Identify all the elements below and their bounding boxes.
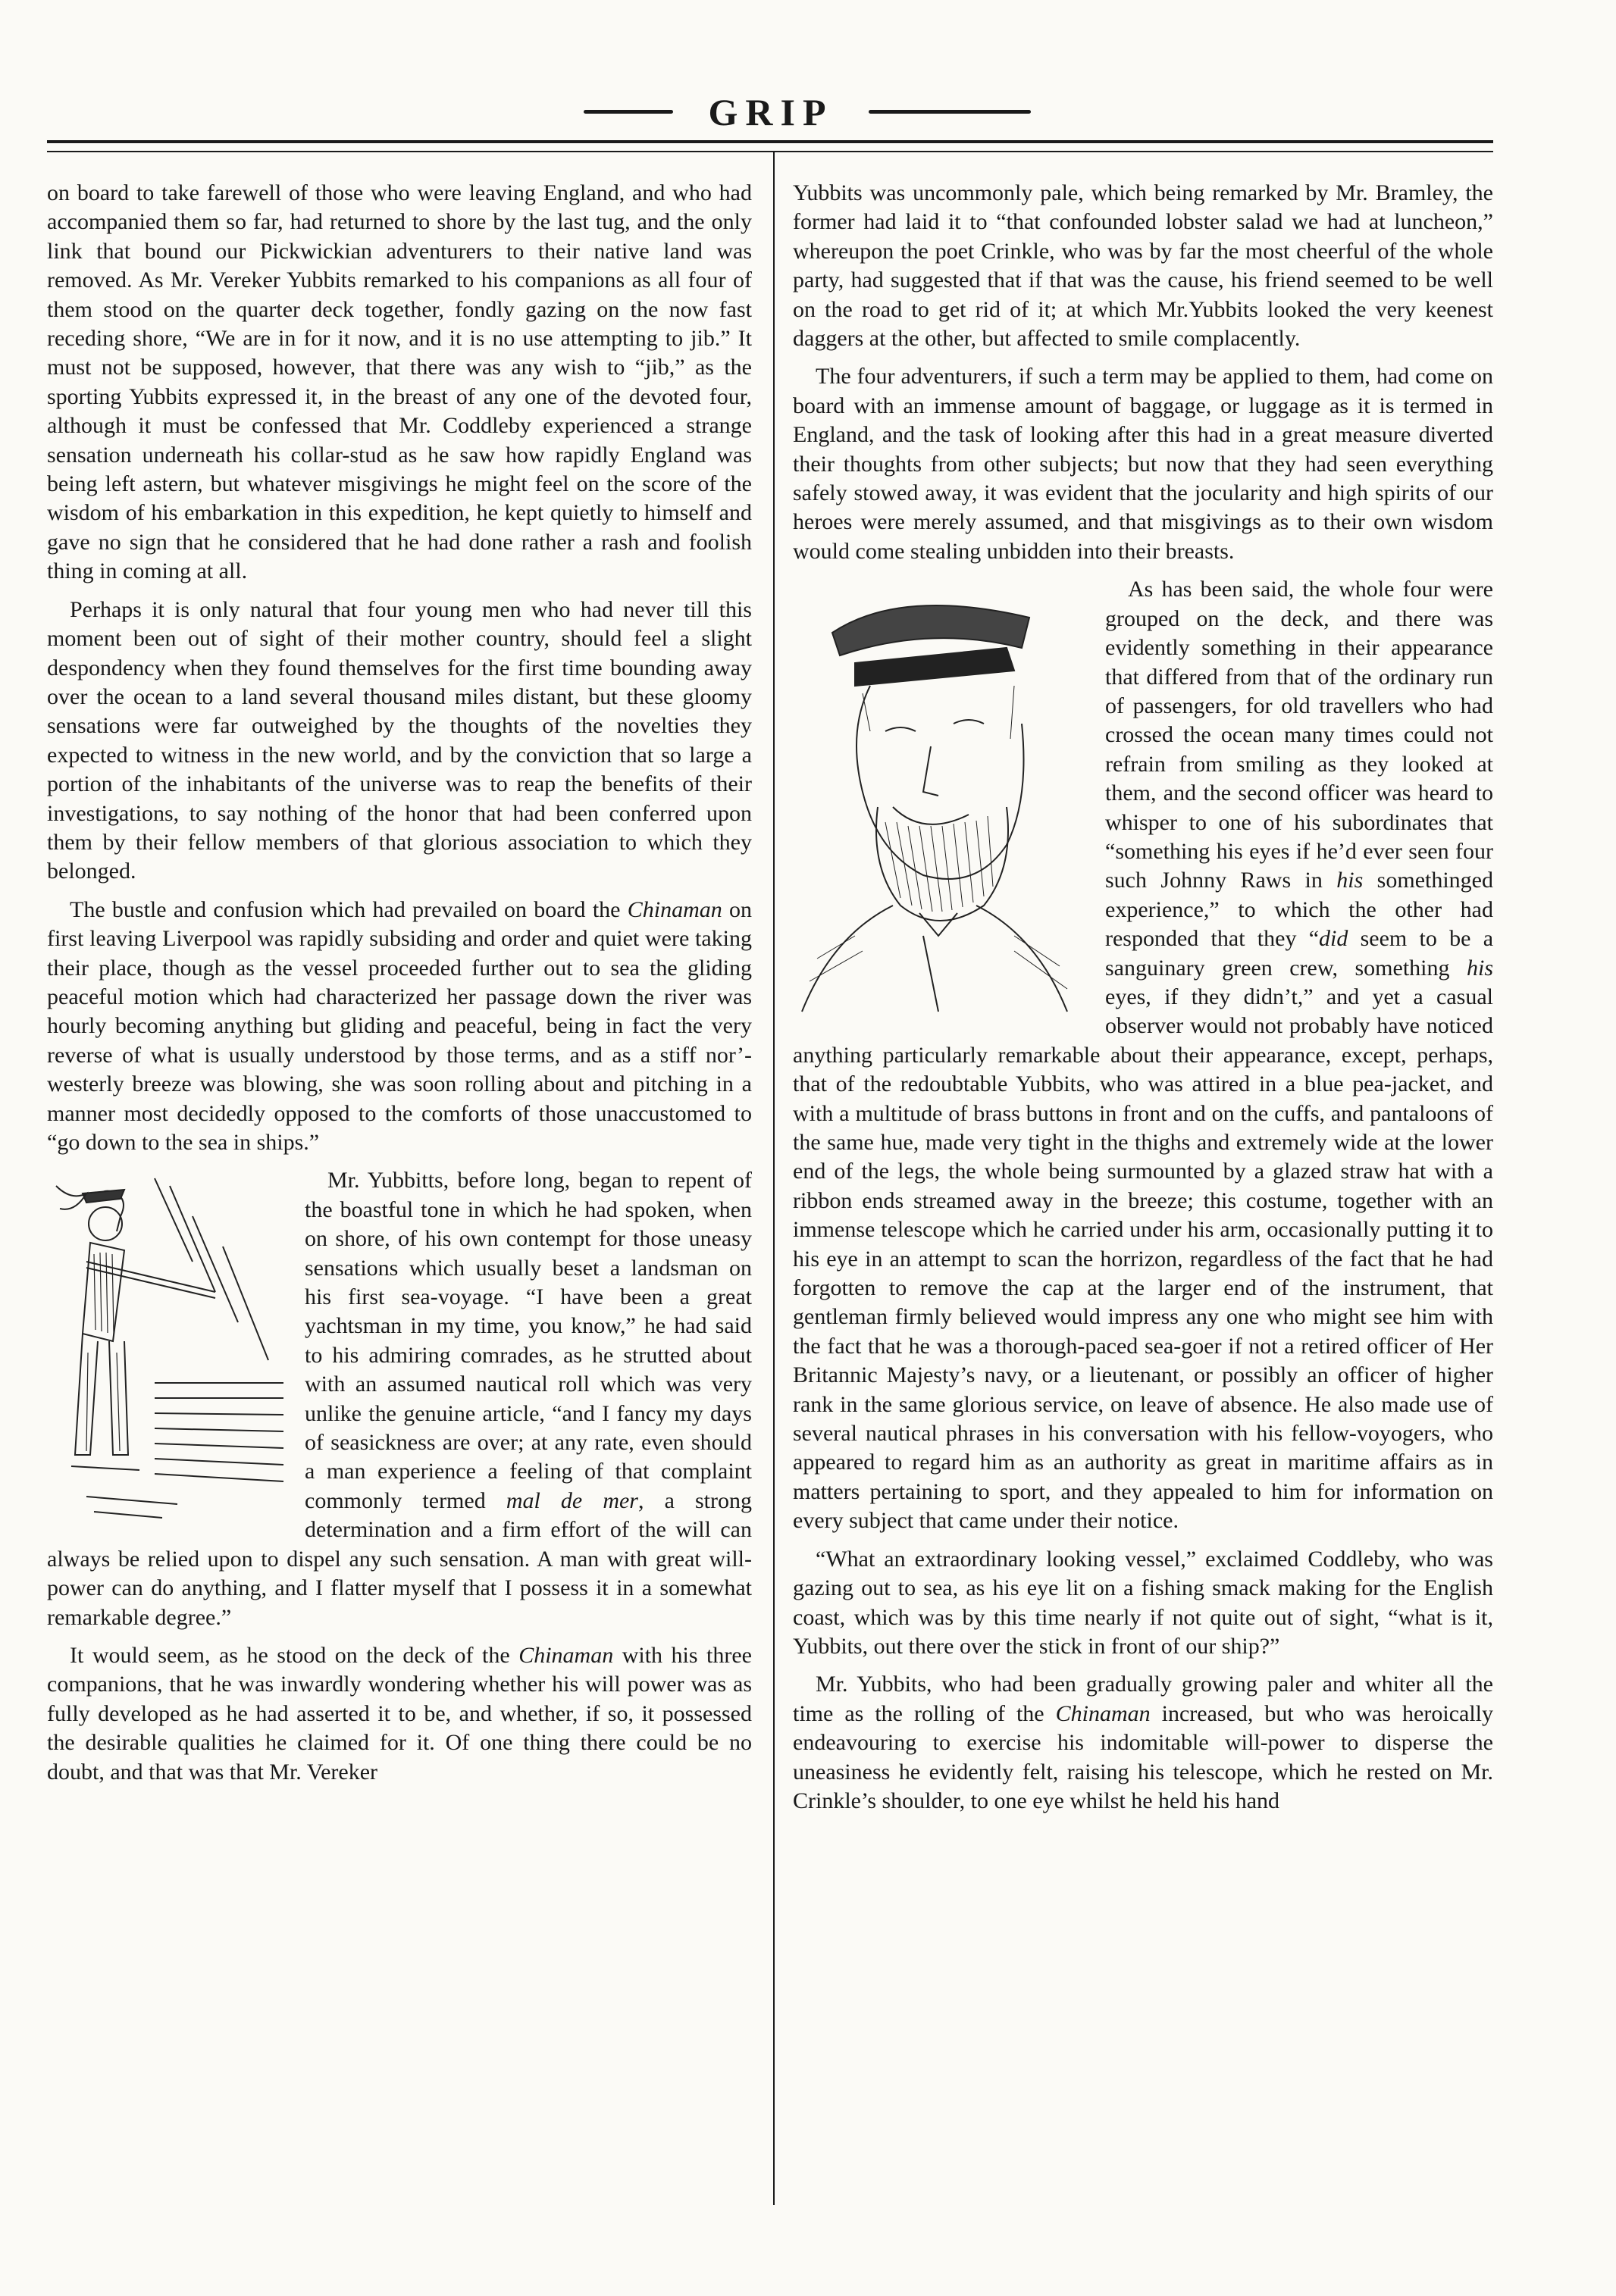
illustration-officer-portrait: [787, 580, 1090, 1019]
left-column: [47, 179, 752, 1796]
text-run: increased, but who was heroically endeavouring to exercise his indomitable will-power to disperse the uneasiness he evidently felt, raising his telescope, which he rested on Mr. Crinkle’s shoulder, to one eye whilst he held his hand: [793, 1700, 1493, 1813]
text-run: on first leaving Liverpool was rapidly subsiding and order and quiet were taking their place, though as the vessel proceeded further out to sea the gliding peaceful motion which had characterized her passage down the river was hourly becoming anything but gliding and peaceful, being in fact the very reverse of what is usually understood by those terms, and as a stiff nor’-westerly breeze was blowing, she was soon rolling about and pitching in a manner most decidedly opposed to the comforts of those unaccustomed to “go down to the sea in ships.”: [47, 896, 753, 1155]
text-run: somethinged experience,” to which the other had responded that they “: [1105, 868, 1493, 952]
text-run: As has been said, the whole four were grouped on the deck, and there was evidently something in their appearance that differed from that of the ordinary run of passengers, for old travellers who had crossed the ocean many times could not refrain from smiling as they looked at them, and the second officer was heard to whisper to one of his subordinates that “something his eyes if he’d ever seen four such Johnny Raws in: [1105, 577, 1493, 893]
header-rule-thin: [47, 151, 1493, 152]
text-run: The bustle and confusion which had prevailed on board the: [70, 896, 628, 922]
paragraph: “What an extraordinary looking vessel,” exclaimed Coddleby, who was gazing out to sea, as his eye lit on a fishing smack making for the English coast, which was by this time nearly if not quite out of sight, “what is it, Yubbits, out there over the stick in front of our ship?”: [793, 1546, 1493, 1659]
illustration-yachtsman: [41, 1171, 291, 1533]
ship-name: Chinaman: [627, 896, 722, 922]
paragraph: Yubbits was uncommonly pale, which being remarked by Mr. Bramley, the former had laid it to “that confounded lobster salad we had at luncheon,” whereupon the poet Crinkle, who was by far the most cheerful of the whole party, had suggested that if that was the cause, his friend seemed to be well on the road to get rid of it; at which Mr.Yubbits looked the very keenest daggers at the other, but affected to smile complacently.: [793, 180, 1493, 352]
paragraph: [47, 896, 752, 1158]
officer-engraving: [787, 580, 1090, 1019]
yachtsman-engraving: [41, 1171, 291, 1533]
paragraph: [47, 1641, 752, 1787]
italic-phrase: mal de mer: [506, 1487, 638, 1513]
paragraph: [793, 1670, 1493, 1816]
text-run: Mr. Yubbits, who had been gradually growing paler and whiter all the time as the rolling of the: [793, 1672, 1493, 1726]
page-title: GRIP: [708, 91, 834, 133]
text-run: eyes, if they didn’t,” and yet a casual observer would not probably have noticed anything particularly remarkable about their appearance, except, perhaps, that of the redoubtable Yubbits, who was attired in a blue pea-jacket, and with a multitude of brass buttons in front and on the cuffs, and pantaloons of the same hue, made very tight in the thighs and extremely wide at the lower end of the legs, the whole being surmounted by a glazed straw hat with a ribbon ends streamed away in the breeze; this costume, together with an immense telescope which he carried under his arm, occasionally putting it to his eye in an attempt to scan the horrizon, regardless of the fact that he had forgotten to remove the cap at the larger end of the instrument, that gentleman firmly believed would impress any one who might see him with the fact that he was a thorough-paced sea-goer if not a retired officer of Her Britannic Majesty’s navy, or a lieutenant, or possibly an officer of higher rank in the same glorious service, on leave of absence. He also made use of several nautical phrases in his conversation with his fellow-voyogers, who appeared to regard him as an authority as great in maritime affairs as in matters pertaining to sport, and they appealed to him for information on every subject that came under their notice.: [793, 984, 1493, 1534]
text-run: seem to be a sanguinary green crew, something: [1105, 926, 1494, 981]
masthead-rule-left: [584, 110, 673, 114]
paragraph: The four adventurers, if such a term may be applied to them, had come on board with an immense amount of baggage, or luggage as it is termed in England, and the task of looking after this had in a great measure diverted their thoughts from other subjects; but now that they had seen everything safely stowed away, it was evident that the jocularity and high spirits of our heroes were merely assumed, and that misgivings as to their own wisdom would come stealing unbidden into their breasts.: [793, 364, 1493, 564]
text-run: with his three companions, that he was inwardly wondering whether his will power was as fully developed as he had asserted it to be, and whether, if so, it possessed the desirable qualities he claimed for it. Of one thing there could be no doubt, and that was that Mr. Vereker: [47, 1642, 752, 1785]
text-run: , a strong determination and a firm effort of the will can always be relied upon to dispel any such sensation. A man with great will-power can do anything, and I flatter myself that I possess it in a somewhat remarkable degree.”: [47, 1487, 752, 1630]
masthead: [0, 89, 1616, 135]
italic-word: his: [1336, 868, 1364, 893]
column-divider: [773, 152, 775, 2205]
header-rule: [47, 140, 1493, 143]
paragraph: Perhaps it is only natural that four young men who had never till this moment been out of sight of their mother country, should feel a slight despondency when they found themselves for the first time bounding away over the ocean to a land several thousand miles distant, but these gloomy sensations were far outweighed by the thoughts of the novelties they expected to witness in the new world, and by the conviction that so large a portion of the inhabitants of the universe was to reap the benefits of their investigations, to say nothing of the honor that had been conferred upon them by their fellow members of that glorious association to which they belonged.: [47, 596, 752, 884]
text-run: It would seem, as he stood on the deck of the: [70, 1642, 519, 1668]
ship-name: Chinaman: [1055, 1700, 1151, 1726]
italic-word: did: [1319, 926, 1348, 952]
text-run: Mr. Yubbitts, before long, began to repent of the boastful tone in which he had spoken, when on shore, of his own contempt for those uneasy sensations which usually beset a landsman on his first sea-voyage. “I have been a great yachtsman in my time, you know,” he had said to his admiring comrades, as he strutted about with an assumed nautical roll which was very unlike the genuine article, “and I fancy my days of seasickness are over; at any rate, even should a man experience a feeling of that complaint commonly termed: [305, 1168, 752, 1513]
paragraph: on board to take farewell of those who were leaving England, and who had accompanied them so far, had returned to shore by the last tug, and the only link that bound our Pickwickian adventurers to their native land was removed. As Mr. Vereker Yubbits remarked to his companions as all four of them stood on the quarter deck together, fondly gazing on the now fast receding shore, “We are in for it now, and it is no use attempting to jib.” It must not be supposed, however, that there was any wish to “jib,” as the sporting Yubbits expressed it, in the breast of any one of the devoted four, although it must be confessed that Mr. Coddleby experienced a strange sensation underneath his collar-stud as he saw how rapidly England was being left astern, but whatever misgivings he might feel on the score of the wisdom of his embarkation in this expedition, he kept quietly to himself and gave no sign that he considered that he had done rather a rash and foolish thing in coming at all.: [47, 180, 752, 584]
ship-name: Chinaman: [518, 1642, 614, 1668]
masthead-rule-right: [869, 110, 1031, 114]
italic-word: his: [1466, 955, 1493, 981]
right-column: [793, 179, 1493, 1825]
